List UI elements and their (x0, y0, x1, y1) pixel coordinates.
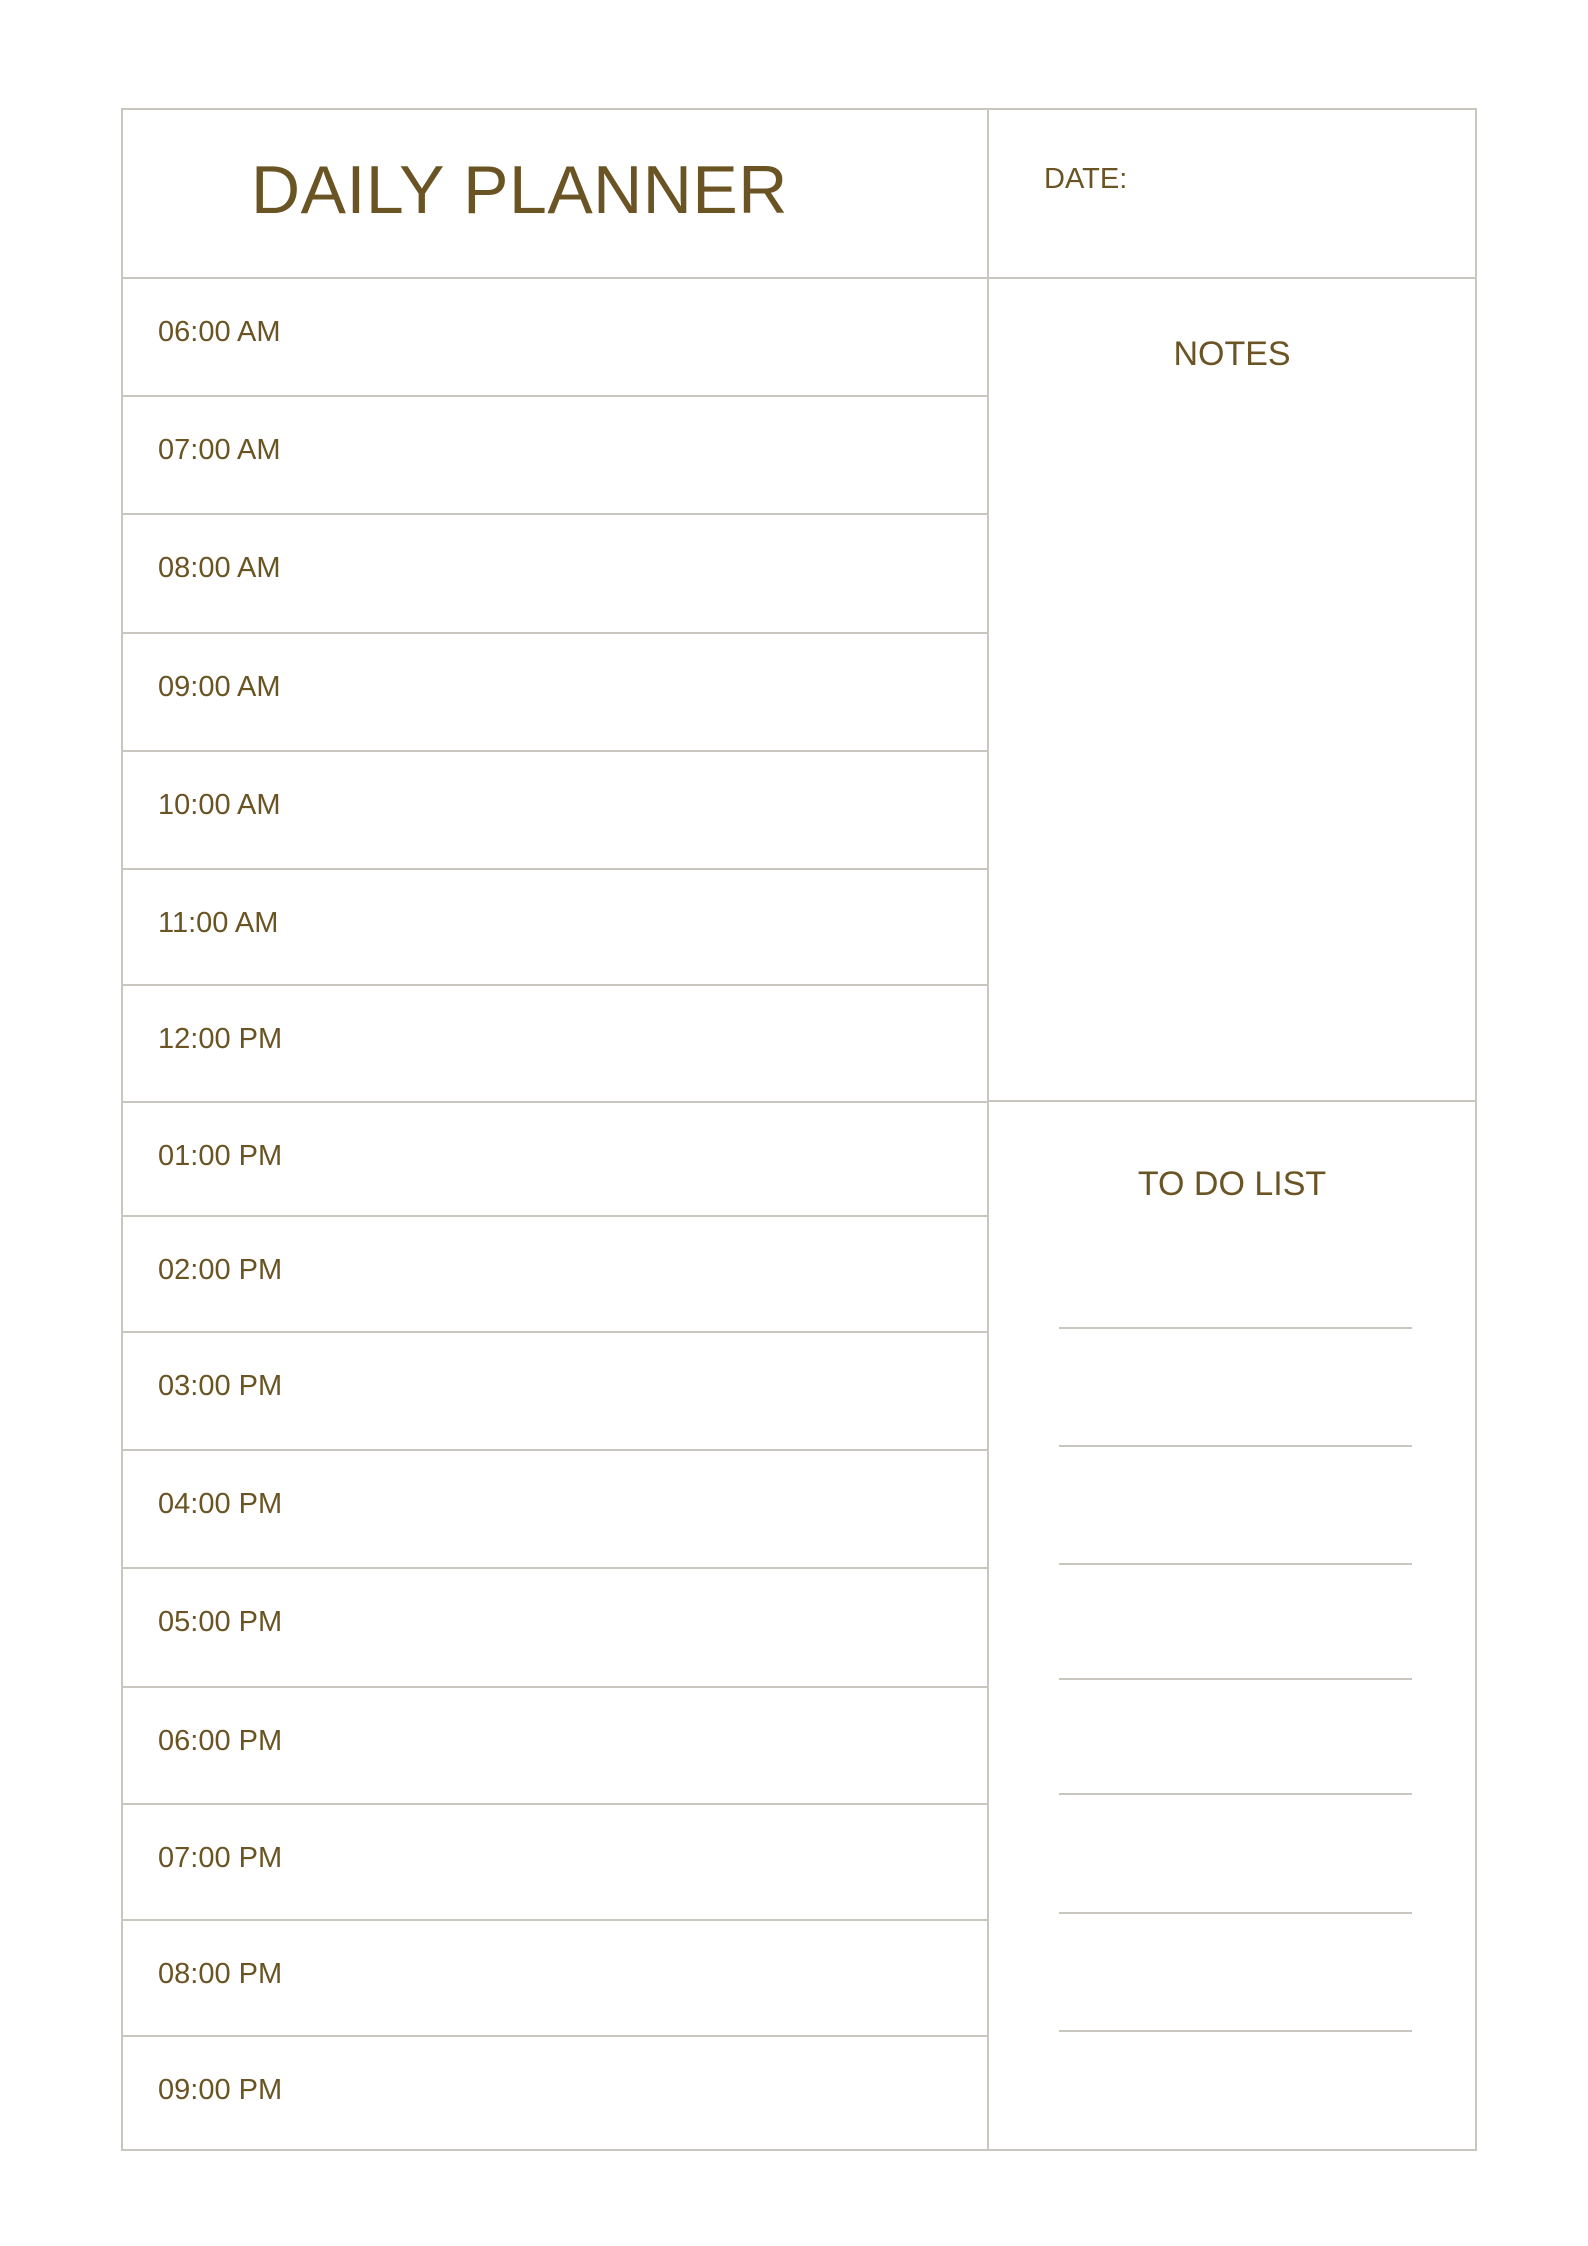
todo-item-line[interactable] (1059, 1563, 1412, 1565)
time-slot-label: 08:00 PM (158, 1958, 283, 1990)
time-slot-label: 10:00 AM (158, 789, 281, 821)
time-slot-label: 02:00 PM (158, 1254, 283, 1286)
notes-todo-divider (988, 1100, 1477, 1102)
todo-list-title: TO DO LIST (1137, 1165, 1327, 1203)
time-slot-label: 03:00 PM (158, 1370, 283, 1402)
time-slot-label: 06:00 PM (158, 1725, 283, 1757)
time-slot-divider (121, 750, 988, 752)
time-slot-label: 04:00 PM (158, 1488, 283, 1520)
todo-item-line[interactable] (1059, 1327, 1412, 1329)
time-slot-divider (121, 1567, 988, 1569)
time-slot-label: 09:00 AM (158, 671, 281, 703)
time-slot-label: 01:00 PM (158, 1140, 283, 1172)
notes-title: NOTES (1173, 335, 1291, 373)
time-slot-divider (121, 1215, 988, 1217)
time-slot-label: 07:00 PM (158, 1842, 283, 1874)
time-slot-label: 11:00 AM (158, 907, 279, 939)
time-slot-divider (121, 395, 988, 397)
time-slot-divider (121, 984, 988, 986)
date-field-label: DATE: (1044, 163, 1128, 195)
time-slot-divider (121, 1101, 988, 1103)
todo-item-line[interactable] (1059, 2030, 1412, 2032)
time-slot-divider (121, 513, 988, 515)
time-slot-label: 05:00 PM (158, 1606, 283, 1638)
todo-item-line[interactable] (1059, 1793, 1412, 1795)
time-slot-label: 07:00 AM (158, 434, 281, 466)
time-slot-divider (121, 632, 988, 634)
todo-item-line[interactable] (1059, 1678, 1412, 1680)
todo-item-line[interactable] (1059, 1912, 1412, 1914)
time-slot-divider (121, 2035, 988, 2037)
column-divider (987, 108, 989, 2151)
planner-frame (121, 108, 1477, 2151)
time-slot-divider (121, 1686, 988, 1688)
time-slot-label: 06:00 AM (158, 316, 281, 348)
time-slot-divider (121, 1331, 988, 1333)
todo-item-line[interactable] (1059, 1445, 1412, 1447)
time-slot-divider (121, 868, 988, 870)
time-slot-divider (121, 1919, 988, 1921)
time-slot-divider (121, 1449, 988, 1451)
time-slot-label: 09:00 PM (158, 2074, 283, 2106)
header-divider (121, 277, 1477, 279)
time-slot-label: 08:00 AM (158, 552, 281, 584)
time-slot-divider (121, 1803, 988, 1805)
time-slot-label: 12:00 PM (158, 1023, 283, 1055)
page-title: DAILY PLANNER (251, 152, 788, 228)
